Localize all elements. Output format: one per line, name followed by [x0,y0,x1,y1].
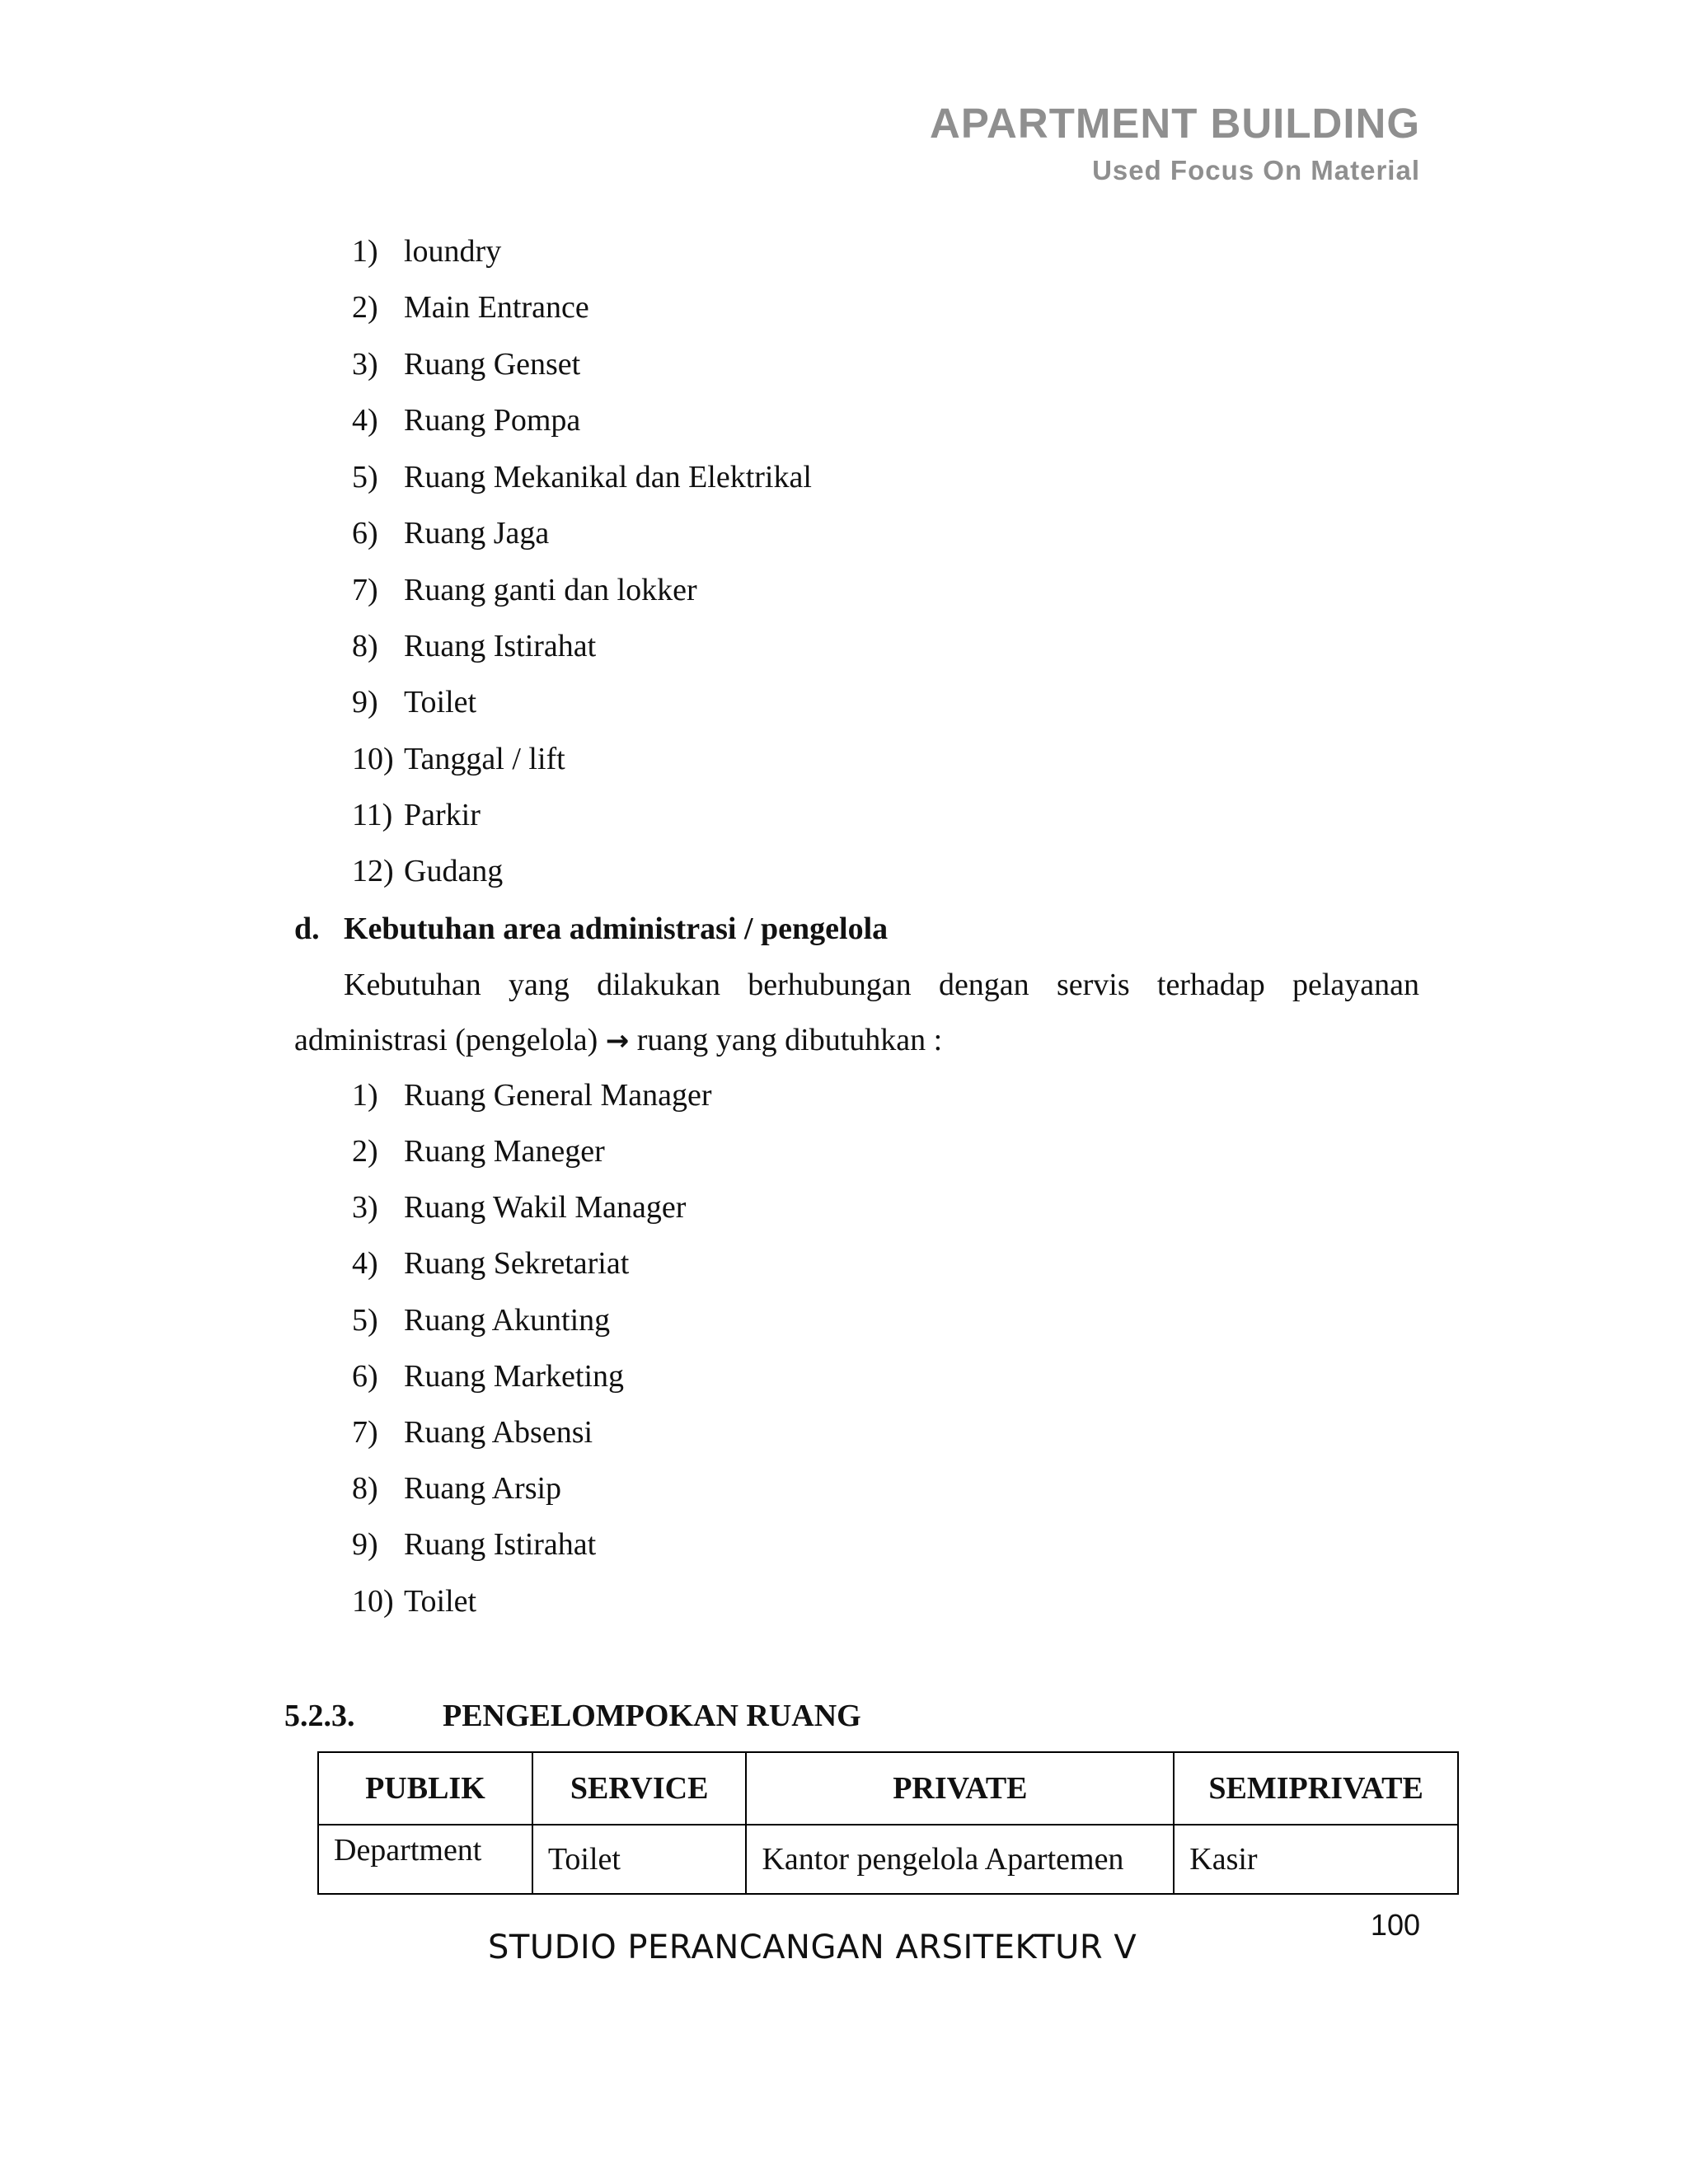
page-number: 100 [1370,1908,1420,1942]
header-title: APARTMENT BUILDING [929,100,1420,147]
grouping-table [317,1751,1459,1895]
arrow-right-icon: → [605,1024,630,1057]
header-subtitle: Used Focus On Material [1092,155,1420,185]
section-d-paragraph-line2: administrasi (pengelola) → ruang yang dibutuhkan : [294,1023,943,1057]
section-d-paragraph-line1: Kebutuhan yang dilakukan berhubungan dengan servis terhadap pelayanan [344,968,1419,1002]
table-cell: Department [318,1825,532,1894]
table-row [318,1825,1458,1894]
table-cell: Kantor pengelola Apartemen [746,1825,1174,1894]
column-header-semiprivate: SEMIPRIVATE [1174,1752,1458,1825]
table-cell: Kasir [1174,1825,1458,1894]
table-header-row [318,1752,1458,1825]
table-cell: Toilet [532,1825,747,1894]
footer-title: STUDIO PERANCANGAN ARSITEKTUR V [488,1929,1137,1966]
column-header-publik: PUBLIK [318,1752,532,1825]
column-header-service: SERVICE [532,1752,747,1825]
column-header-private: PRIVATE [746,1752,1174,1825]
